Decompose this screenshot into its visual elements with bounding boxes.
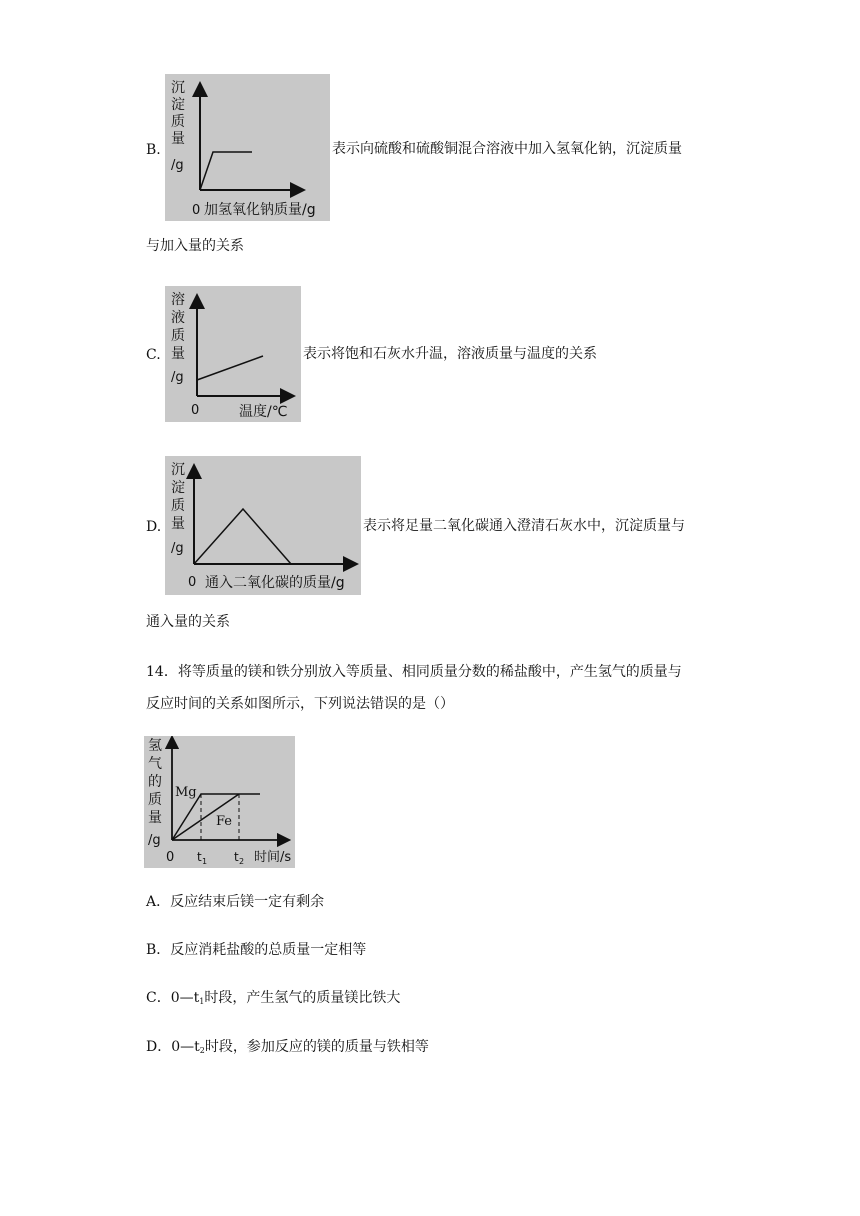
graph-b-ylabel-5: /g [171, 158, 184, 173]
graph-q14-t1-sub: 1 [202, 857, 208, 866]
graph-d-ylabel-4: 量 [171, 516, 185, 532]
graph-q14-ylabel-5: 量 [148, 810, 162, 826]
option-d-letter: D. [146, 519, 162, 535]
q14-option-d-pre: D．0—t [146, 1039, 200, 1055]
graph-q14-t2: t [234, 850, 239, 864]
q14-stem-line-2: 反应时间的关系如图所示，下列说法错误的是（） [146, 696, 454, 712]
graph-q14 [144, 736, 295, 868]
graph-c-origin: 0 [191, 403, 200, 418]
option-b-text-1: 表示向硫酸和硫酸铜混合溶液中加入氢氧化钠，沉淀质量 [332, 141, 682, 157]
graph-d [165, 456, 361, 595]
graph-q14-ylabel-4: 质 [148, 792, 162, 808]
graph-d-curve [194, 509, 291, 564]
graph-b-origin: 0 [192, 203, 201, 218]
graph-d-ylabel-2: 淀 [171, 480, 185, 496]
graph-q14-xlabel: 时间/s [254, 850, 292, 865]
option-c-text: 表示将饱和石灰水升温，溶液质量与温度的关系 [303, 346, 597, 362]
graph-d-xlabel: 通入二氧化碳的质量/g [205, 575, 345, 591]
graph-c-ylabel-1: 溶 [171, 292, 185, 308]
graph-c [165, 286, 301, 422]
q14-option-c [146, 988, 400, 1012]
graph-c-ylabel-4: 量 [171, 346, 185, 362]
graph-b-ylabel-3: 质 [171, 114, 185, 130]
graph-c-curve [197, 356, 263, 380]
graph-b-ylabel-2: 淀 [171, 97, 185, 113]
graph-q14-origin: 0 [166, 850, 175, 865]
graph-c-ylabel-3: 质 [171, 328, 185, 344]
graph-q14-ylabel-1: 氢 [148, 738, 162, 754]
graph-q14-ylabel-2: 气 [148, 756, 162, 772]
q14-option-c-post: 时段，产生氢气的质量镁比铁大 [204, 990, 401, 1006]
q14-option-a: A．反应结束后镁一定有剩余 [146, 894, 325, 910]
q14-option-d [146, 1037, 429, 1061]
graph-q14-t2-sub: 2 [239, 857, 245, 866]
option-d-text-2: 通入量的关系 [146, 614, 230, 630]
option-d-text-1: 表示将足量二氧化碳通入澄清石灰水中，沉淀质量与 [363, 518, 685, 534]
q14-stem-line-1: 14．将等质量的镁和铁分别放入等质量、相同质量分数的稀盐酸中，产生氢气的质量与 [146, 664, 682, 680]
graph-d-ylabel-5: /g [171, 541, 184, 556]
q14-option-d-post: 时段，参加反应的镁的质量与铁相等 [204, 1039, 429, 1055]
graph-b [165, 74, 330, 221]
option-c-letter: C. [146, 347, 161, 363]
graph-q14-ylabel-6: /g [148, 833, 161, 848]
graph-c-ylabel-2: 液 [171, 310, 185, 326]
graph-b-curve [200, 152, 252, 190]
graph-c-ylabel-5: /g [171, 370, 184, 385]
graph-q14-fe-label: Fe [216, 814, 233, 829]
graph-q14-mg-label: Mg [175, 785, 197, 800]
graph-b-xlabel: 加氢氧化钠质量/g [204, 202, 316, 218]
q14-option-d-sub: 2 [199, 1046, 205, 1055]
graph-d-origin: 0 [188, 575, 197, 590]
graph-q14-t1: t [197, 850, 202, 864]
graph-c-xlabel: 温度/℃ [239, 404, 288, 420]
q14-option-c-sub: 1 [199, 997, 205, 1006]
graph-q14-ylabel-3: 的 [148, 774, 162, 790]
graph-b-ylabel-4: 量 [171, 131, 185, 147]
option-b-letter: B. [146, 142, 161, 158]
graph-b-ylabel-1: 沉 [171, 80, 185, 96]
graph-d-ylabel-1: 沉 [171, 462, 185, 478]
q14-option-c-pre: C．0—t [146, 990, 200, 1006]
q14-option-b: B．反应消耗盐酸的总质量一定相等 [146, 942, 367, 958]
option-b-text-2: 与加入量的关系 [146, 238, 244, 254]
graph-d-ylabel-3: 质 [171, 498, 185, 514]
